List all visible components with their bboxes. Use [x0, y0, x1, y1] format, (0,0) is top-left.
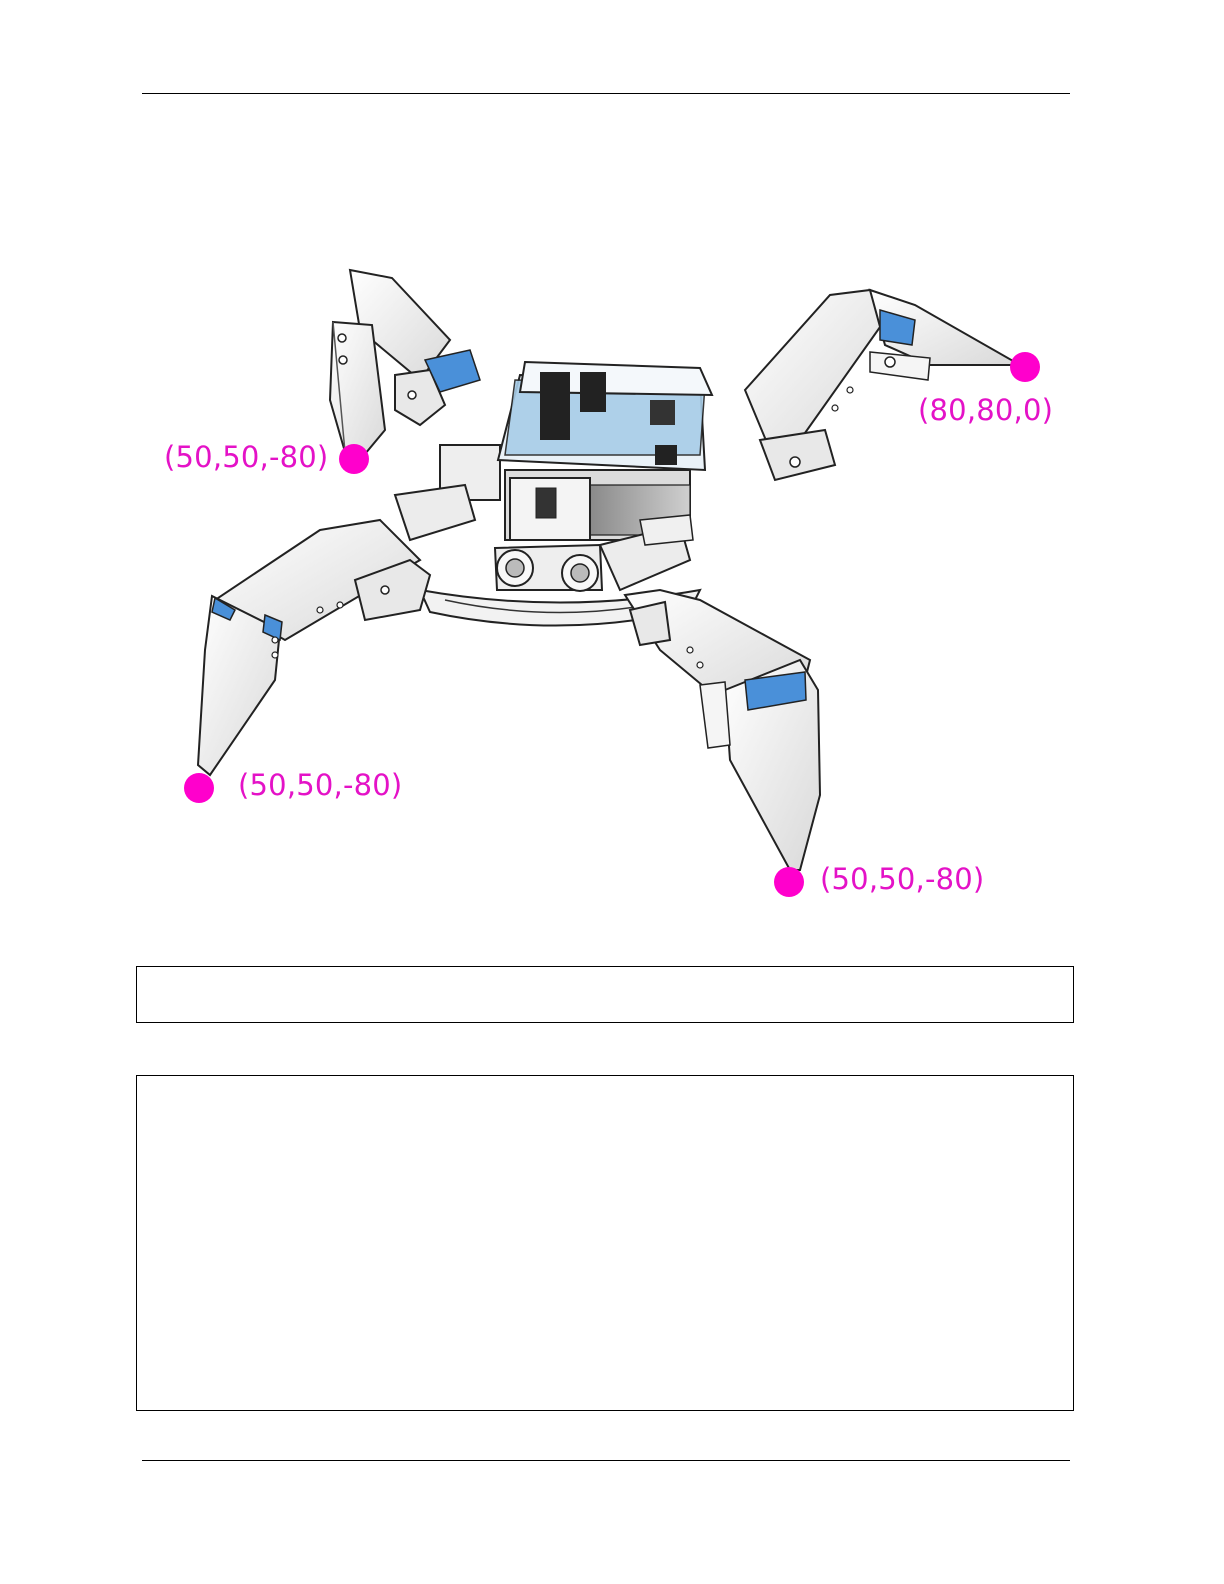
leg-rear-right: [600, 515, 820, 870]
code-box-large: [136, 1075, 1074, 1411]
code-box-short: [136, 966, 1074, 1023]
foot-marker-rear-left: [184, 773, 214, 803]
coord-label-back-right: (80,80,0): [918, 393, 1054, 427]
leg-front-left: [330, 270, 480, 460]
coord-label-front-left: (50,50,-80): [164, 440, 329, 474]
leg-back-right: [745, 290, 1020, 480]
foot-marker-front-left: [339, 444, 369, 474]
footer-rule: [142, 1460, 1070, 1461]
robot-body: [440, 362, 712, 540]
coord-label-rear-left: (50,50,-80): [238, 768, 403, 802]
ultrasonic-sensor: [495, 545, 602, 591]
coord-label-rear-right: (50,50,-80): [820, 862, 985, 896]
foot-marker-rear-right: [774, 867, 804, 897]
leg-rear-left: [198, 485, 475, 775]
foot-marker-back-right: [1010, 352, 1040, 382]
